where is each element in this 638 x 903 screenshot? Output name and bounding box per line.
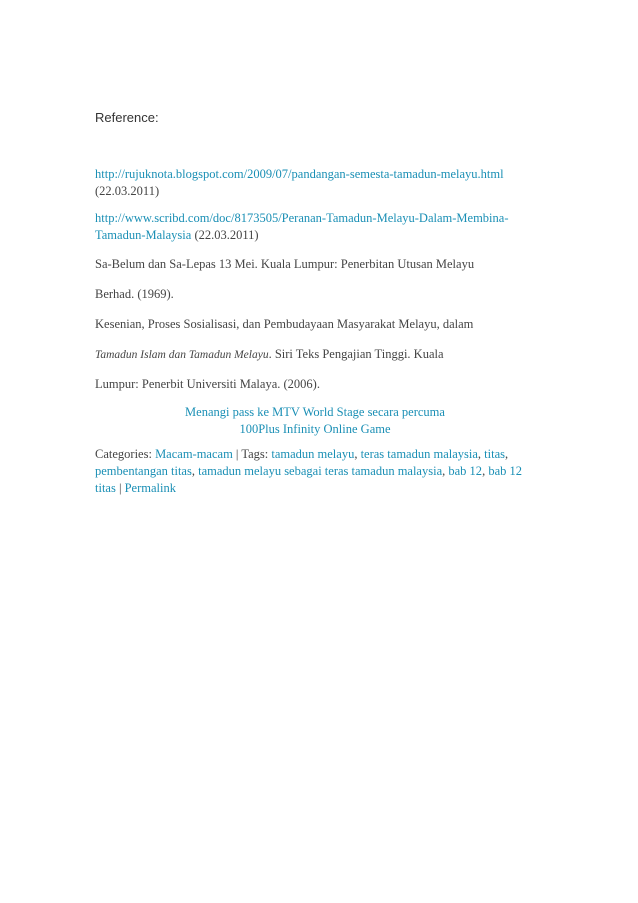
reference-4-cont: Lumpur: Penerbit Universiti Malaya. (2006). — [95, 377, 320, 391]
reference-4: Kesenian, Proses Sosialisasi, dan Pembudayaan Masyarakat Melayu, dalam — [95, 317, 474, 331]
tag-link[interactable]: bab 12 — [448, 464, 483, 478]
reference-heading: Reference: — [95, 110, 159, 125]
promo-link-1[interactable]: Menangi pass ke MTV World Stage secara percuma — [185, 405, 445, 419]
tag-link[interactable]: tamadun melayu sebagai teras tamadun malaysia — [198, 464, 443, 478]
reference-1-link[interactable]: http://rujuknota.blogspot.com/2009/07/pandangan-semesta-tamadun-melayu.html — [95, 167, 504, 181]
reference-1 — [95, 166, 555, 200]
promo-block — [95, 404, 535, 438]
tag-link[interactable]: pembentangan titas — [95, 464, 192, 478]
reference-1-date: (22.03.2011) — [95, 184, 160, 198]
reference-3-cont: Berhad. (1969). — [95, 287, 174, 301]
reference-4-rest: . Siri Teks Pengajian Tinggi. Kuala — [268, 347, 444, 361]
footer-separator: | — [115, 481, 125, 495]
categories-label: Categories: — [95, 447, 156, 461]
tag-link[interactable]: bab 12 titas — [95, 464, 522, 495]
category-link[interactable]: Macam-macam — [155, 447, 233, 461]
reference-4-line2 — [95, 346, 555, 364]
tag-link[interactable]: teras tamadun malaysia — [360, 447, 478, 461]
reference-2-date: (22.03.2011) — [194, 228, 259, 242]
permalink-link[interactable]: Permalink — [124, 481, 176, 495]
reference-2-link[interactable]: http://www.scribd.com/doc/8173505/Peranan-Tamadun-Melayu-Dalam-Membina- — [95, 211, 509, 225]
tag-link[interactable]: tamadun melayu — [271, 447, 355, 461]
reference-4-italic-title: Tamadun Islam dan Tamadun Melayu — [95, 349, 269, 361]
promo-link-2[interactable]: 100Plus Infinity Online Game — [239, 422, 391, 436]
tags-label: | Tags: — [232, 447, 272, 461]
reference-2 — [95, 210, 555, 244]
post-footer: Categories: Macam-macam | Tags: tamadun melayu, teras tamadun malaysia, titas, pembentangan titas, tamadun melayu sebagai teras tamadun malaysia, bab 12, bab 12 titas | Permalink — [95, 447, 522, 495]
reference-3: Sa-Belum dan Sa-Lepas 13 Mei. Kuala Lumpur: Penerbitan Utusan Melayu — [95, 257, 475, 271]
reference-2-link-cont[interactable]: Tamadun-Malaysia — [95, 228, 192, 242]
tag-link[interactable]: titas — [484, 447, 505, 461]
